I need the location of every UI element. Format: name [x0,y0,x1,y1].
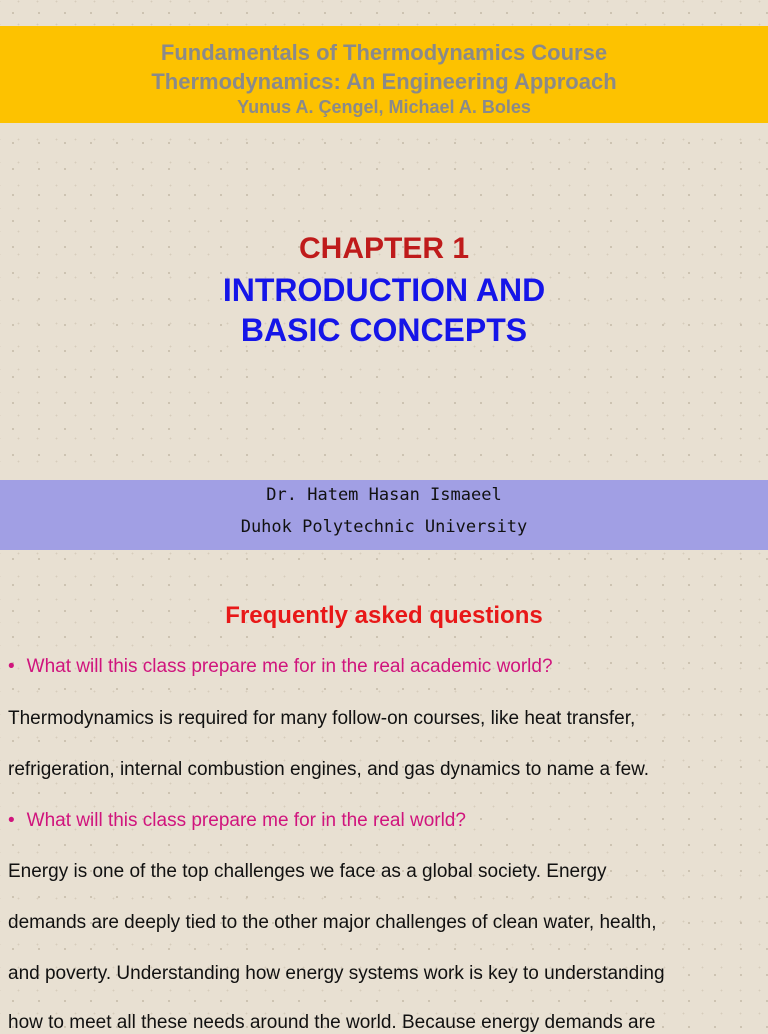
faq-question-1 [8,656,553,678]
chapter-number: CHAPTER 1 [298,232,470,265]
book-title: Thermodynamics: An Engineering Approach [151,69,617,94]
course-header-banner [0,26,768,123]
question-text: What will this class prepare me for in the real academic world? [26,656,553,677]
presenter-university: Duhok Polytechnic University [240,517,528,537]
chapter-title-line-2: BASIC CONCEPTS [240,312,528,348]
bullet-icon: • [8,810,15,831]
faq-question-2 [8,810,466,832]
book-authors: Yunus A. Çengel, Michael A. Boles [237,97,531,117]
question-text: What will this class prepare me for in the real world? [26,810,466,831]
faq-answer-2-line-3: and poverty. Understanding how energy systems work is key to understanding [8,963,665,984]
chapter-title [0,270,768,350]
faq-answer-2-line-1: Energy is one of the top challenges we face as a global society. Energy [8,861,607,882]
presenter-band [0,480,768,550]
chapter-title-line-1: INTRODUCTION AND [222,272,546,308]
faq-answer-1-line-2: refrigeration, internal combustion engines, and gas dynamics to name a few. [8,759,650,780]
course-title: Fundamentals of Thermodynamics Course [160,40,608,65]
faq-answer-2-line-2: demands are deeply tied to the other major challenges of clean water, health, [8,912,657,933]
faq-answer-2-line-4: how to meet all these needs around the world. Because energy demands are [8,1012,656,1033]
presenter-name: Dr. Hatem Hasan Ismaeel [266,485,502,505]
faq-heading: Frequently asked questions [225,602,543,629]
bullet-icon: • [8,656,15,677]
faq-answer-1-line-1: Thermodynamics is required for many follow-on courses, like heat transfer, [8,708,636,729]
